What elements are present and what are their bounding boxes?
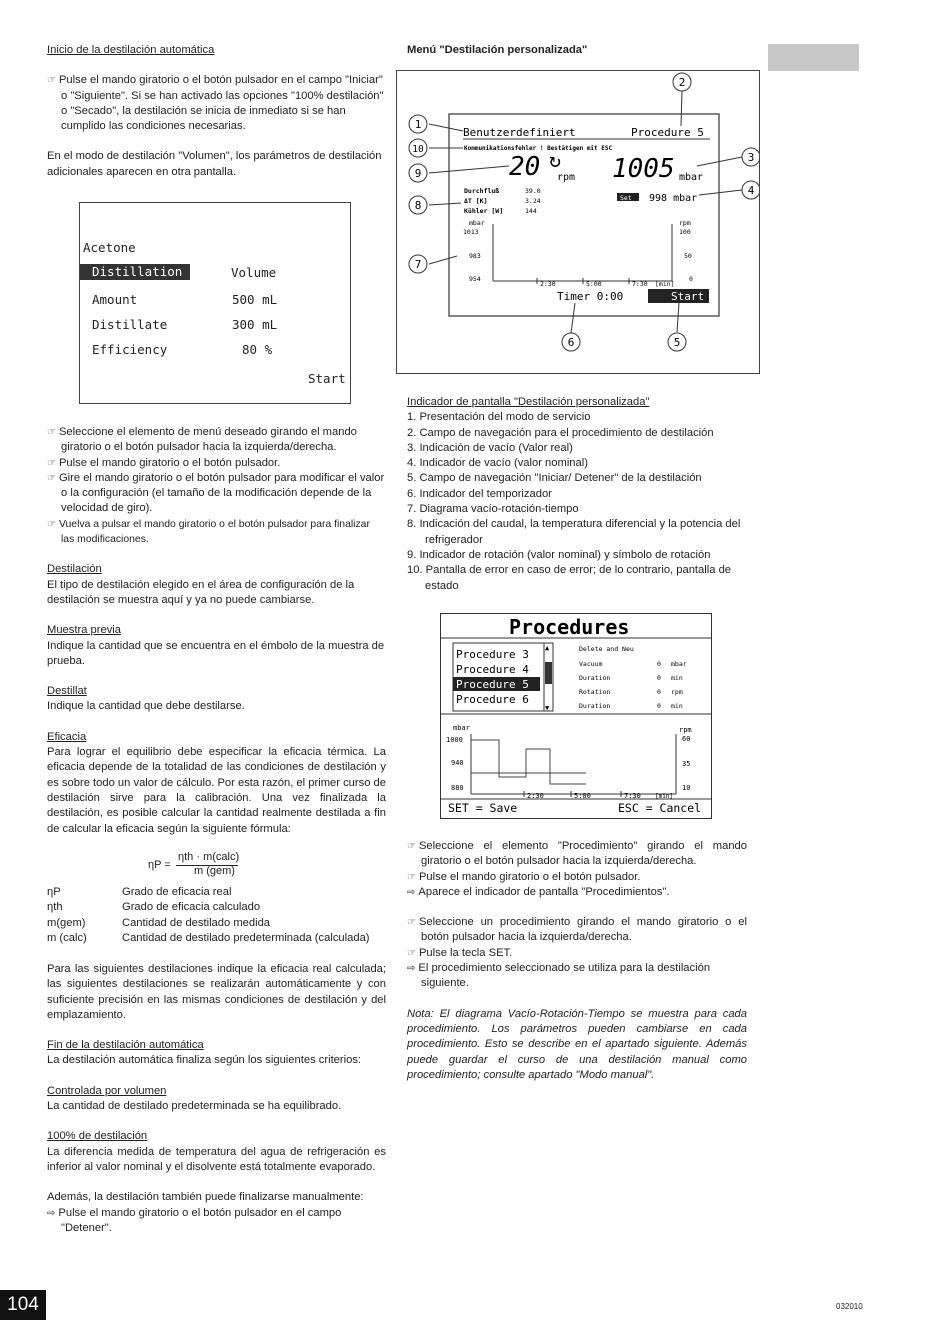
- flow-value: 39.0: [525, 187, 541, 195]
- text-volumen: La cantidad de destilado predeterminada se ha equilibrado.: [47, 1100, 342, 1113]
- cooler-value: 144: [525, 207, 537, 215]
- x-tick-label: 7:30: [624, 792, 641, 800]
- callout-line-6: [571, 303, 575, 333]
- delete-new-label: Delete and Neu: [579, 645, 634, 653]
- rotation-unit: rpm: [557, 172, 576, 183]
- step-choose-procedure: ☞ Seleccione un procedimiento girando el mando giratorio o el botón pulsador hacia la izquierda/derecha.: [407, 915, 747, 946]
- param-label: Duration: [579, 674, 611, 682]
- paragraph-volume-mode: En el modo de destilación "Volumen", los parámetros de destilación adicionales aparecen en otra pantalla.: [47, 150, 382, 178]
- formula-denominator: m (gem): [194, 865, 235, 877]
- param-value: 0: [657, 702, 661, 710]
- callout-number: 8: [414, 199, 422, 212]
- y-right-tick: 100: [679, 228, 691, 236]
- error-line: Kommunikationsfehler ! Bestätigen mit ESC: [464, 145, 613, 152]
- symbol-desc: Grado de eficacia calculado: [122, 901, 261, 914]
- heading-fin: Fin de la destilación automática: [47, 1039, 204, 1052]
- text-muestra: Indique la cantidad que se encuentra en el émbolo de la muestra de prueba.: [47, 639, 385, 667]
- heading-muestra: Muestra previa: [47, 624, 121, 637]
- heading-eficacia: Eficacia: [47, 730, 87, 743]
- text-cien: La diferencia medida de temperatura del agua de refrigeración es inferior al valor nominal y el disolvente está totalmente evaporado.: [47, 1145, 386, 1173]
- step-1: ☞ Seleccione el elemento de menú deseado girando el mando giratorio o el botón pulsador hacia la izquierda/derecha.: [47, 425, 386, 456]
- symbol-row: [47, 916, 387, 931]
- vacuum-unit: mbar: [679, 172, 704, 183]
- distillate-label: Distillate: [92, 317, 168, 332]
- procedures-screen: [440, 613, 712, 819]
- callout-line-8: [429, 203, 461, 205]
- symbol-table: [47, 885, 387, 946]
- amount-label: Amount: [92, 292, 138, 307]
- x-tick-label: 7:30: [632, 280, 648, 288]
- callout-line-5: [677, 303, 679, 332]
- param-label: Vacuum: [579, 660, 603, 668]
- callout-number: 6: [567, 336, 575, 349]
- distillate-value: 300 mL: [232, 317, 278, 332]
- efficiency-label: Efficiency: [92, 342, 168, 357]
- heading-indicador: Indicador de pantalla "Destilación personalizada": [407, 396, 650, 408]
- param-unit: mbar: [671, 660, 687, 668]
- x-tick-label: 2:30: [527, 792, 544, 800]
- symbol: m(gem): [47, 916, 86, 929]
- formula-numerator: ηth · m(calc): [178, 851, 240, 863]
- param-unit: min: [671, 674, 683, 682]
- callout-number: 4: [747, 184, 755, 197]
- text-fin: La destilación automática finaliza según los siguientes criterios:: [47, 1054, 362, 1067]
- symbol-row: [47, 931, 387, 946]
- rotation-symbol-icon: ↻: [549, 148, 562, 172]
- procedure-item-selected: Procedure 5: [456, 678, 529, 691]
- y-right-unit: rpm: [679, 219, 691, 227]
- legend-item: 3. Indicación de vacío (Valor real): [407, 441, 573, 454]
- y-left-unit: mbar: [469, 219, 485, 227]
- figure-svg: [397, 71, 759, 373]
- mode-title: Benutzerdefiniert: [463, 126, 576, 139]
- set-label: Set: [620, 194, 632, 202]
- rotation-value: 20: [509, 152, 541, 182]
- param-value: 0: [657, 688, 661, 696]
- step-press: ☞ Pulse el mando giratorio o el botón pulsador.: [407, 870, 747, 885]
- y-right-unit: rpm: [679, 726, 692, 734]
- legend-item: 6. Indicador del temporizador: [407, 487, 552, 500]
- callout-number: 10: [412, 144, 424, 155]
- text-eficacia: Para lograr el equilibrio debe especificar la eficacia térmica. La eficacia depende de la totalidad de las condiciones de destilación y es sobre todo un valor de cálculo. Por esta razón, el primer curso de destilación sirve para la calibración. Una vez finalizada la destilación, es posible calcular la cantidad realmente destilada a fin de calcular la eficacia según la siguiente fórmula:: [47, 746, 386, 835]
- step-4: ☞ Vuelva a pulsar el mando giratorio o el botón pulsador para finalizar las modificaciones.: [47, 517, 386, 548]
- heading-destilacion: Destilación: [47, 563, 102, 576]
- symbol: m (calc): [47, 931, 87, 944]
- x-tick-label: 2:30: [540, 280, 556, 288]
- step-select-procedure: ☞ Seleccione el elemento "Procedimiento" girando el mando giratorio o el botón pulsador hacia la izquierda/derecha.: [407, 839, 747, 870]
- text-destillat: Indique la cantidad que debe destilarse.: [47, 700, 245, 713]
- start-button[interactable]: Start: [308, 371, 346, 386]
- procedure-title: Procedure 5: [631, 126, 704, 139]
- legend-item: 7. Diagrama vacío-rotación-tiempo: [407, 503, 579, 516]
- param-unit: min: [671, 702, 683, 710]
- param-label: Duration: [579, 702, 611, 710]
- text-siguientes: Para las siguientes destilaciones indique la eficacia real calculada; las siguientes destilaciones se realizarán automáticamente y con suficiente precisión en las mismas condiciones de destilación y del emplazamiento.: [47, 963, 386, 1021]
- note-paragraph: Nota: El diagrama Vacío-Rotación-Tiempo se muestra para cada procedimiento. Los parámetros pueden cambiarse en cada procedimiento. Esto se describe en el apartado siguiente. Además puede guardar el curso de una destilación manual como procedimiento; consulte apartado "Modo manual".: [407, 1007, 747, 1081]
- document-id: 032010: [836, 1302, 863, 1311]
- dt-value: 3.24: [525, 197, 541, 205]
- result-procedure-used: ⇨ El procedimiento seleccionado se utiliza para la destilación siguiente.: [407, 961, 747, 992]
- heading-destillat: Destillat: [47, 685, 87, 698]
- callout-number: 9: [414, 167, 422, 180]
- heading-volumen: Controlada por volumen: [47, 1084, 167, 1097]
- flow-label: Durchfluß: [464, 187, 500, 195]
- param-value: 0: [657, 660, 661, 668]
- y-right-tick: 0: [689, 275, 693, 283]
- y-left-tick: 983: [469, 252, 481, 260]
- legend-item: 1. Presentación del modo de servicio: [407, 411, 591, 424]
- step-2: ☞ Pulse el mando giratorio o el botón pulsador.: [47, 456, 386, 471]
- param-label: Rotation: [579, 688, 611, 696]
- callout-number: 1: [414, 118, 422, 131]
- legend-item: 8. Indicación del caudal, la temperatura diferencial y la potencia del refrigerador: [407, 518, 741, 546]
- text-destilacion: El tipo de destilación elegido en el área de configuración de la destilación se muestra aquí y ya no puede cambiarse.: [47, 578, 355, 606]
- legend-item: 5. Campo de navegación "Iniciar/ Detener" de la destilación: [407, 472, 702, 485]
- dt-label: ΔT [K]: [464, 197, 488, 205]
- param-value: 0: [657, 674, 661, 682]
- legend-item: 4. Indicador de vacío (valor nominal): [407, 457, 588, 470]
- y-left-tick: 954: [469, 275, 481, 283]
- right-list-block: [407, 395, 752, 594]
- right-steps-block: [407, 839, 747, 1083]
- y-left-tick: 940: [451, 759, 464, 767]
- y-left-tick: 1000: [446, 736, 463, 744]
- callout-number: 7: [414, 258, 422, 271]
- set-save-hint: SET = Save: [448, 801, 518, 815]
- y-right-tick: 35: [682, 760, 691, 768]
- formula-lhs: ηP =: [148, 859, 171, 871]
- callout-number: 2: [678, 76, 686, 89]
- callout-line-4: [699, 190, 742, 195]
- start-label: Start: [671, 290, 705, 303]
- procedure-item: Procedure 4: [456, 663, 529, 676]
- page-number: 104: [0, 1290, 46, 1320]
- timer-display: Timer 0:00: [557, 290, 624, 303]
- esc-cancel-hint: ESC = Cancel: [618, 801, 702, 815]
- scroll-down-icon: ▼: [545, 704, 550, 712]
- volume-screen: [79, 202, 351, 404]
- amount-value: 500 mL: [232, 292, 278, 307]
- heading-cien: 100% de destilación: [47, 1130, 148, 1143]
- result-procedures-shown: ⇨ Aparece el indicador de pantalla "Procedimientos".: [407, 885, 747, 900]
- chapter-tab: [768, 44, 859, 71]
- callout-line-9: [429, 166, 509, 173]
- text-ademas: Además, la destilación también puede finalizarse manualmente:: [47, 1191, 364, 1204]
- x-tick-label: 5:00: [574, 792, 591, 800]
- symbol-row: [47, 885, 387, 900]
- legend-item: 10. Pantalla de error en caso de error; de lo contrario, pantalla de estado: [407, 564, 732, 592]
- x-unit: [min]: [655, 793, 674, 800]
- procedure-item: Procedure 3: [456, 648, 529, 661]
- symbol-row: [47, 900, 387, 915]
- distillation-value: Volume: [231, 265, 277, 280]
- cooler-label: Kühler [W]: [464, 207, 504, 215]
- step-3: ☞ Gire el mando giratorio o el botón pulsador para modificar el valor o la configuración (el tamaño de la modificación depende de la velocidad de giro).: [47, 471, 386, 517]
- callout-line-2: [681, 90, 682, 126]
- screen-title: Acetone: [83, 240, 136, 255]
- y-right-tick: 10: [682, 784, 691, 792]
- symbol-desc: Cantidad de destilado medida: [122, 916, 271, 929]
- symbol-desc: Cantidad de destilado predeterminada (calculada): [122, 931, 370, 944]
- vacuum-profile-line: [471, 740, 586, 784]
- left-column-2: [47, 425, 386, 837]
- scroll-up-icon: ▲: [545, 644, 550, 652]
- procedures-title: Procedures: [509, 615, 630, 639]
- symbol-desc: Grado de eficacia real: [122, 886, 232, 898]
- x-tick-label: 5:00: [586, 280, 602, 288]
- symbol: ηP: [47, 886, 61, 898]
- x-unit: [min]: [655, 280, 675, 288]
- step-start: ☞ Pulse el mando giratorio o el botón pulsador en el campo "Iniciar" o "Siguiente". Si se han activado las opciones "100% destilación" o "Secado", la destilación se inicia de inmediato si se han cumplido las condiciones necesarias.: [47, 73, 386, 134]
- callout-number: 3: [747, 151, 755, 164]
- y-right-tick: 60: [682, 735, 691, 743]
- y-left-tick: 1013: [463, 228, 479, 236]
- vacuum-value: 1005: [612, 154, 675, 184]
- procedure-item: Procedure 6: [456, 693, 529, 706]
- menu-heading: Menú "Destilación personalizada": [407, 44, 588, 56]
- step-press-set: ☞ Pulse la tecla SET.: [407, 946, 747, 961]
- param-unit: rpm: [671, 688, 683, 696]
- callout-line-1: [429, 124, 463, 131]
- procedures-svg: [441, 614, 711, 818]
- left-column-3: [47, 962, 386, 1236]
- callout-line-7: [429, 256, 457, 264]
- symbol: ηth: [47, 901, 63, 914]
- set-value: 998 mbar: [649, 193, 698, 204]
- y-right-tick: 50: [684, 252, 692, 260]
- step-detener: ⇨ Pulse el mando giratorio o el botón pulsador en el campo "Detener".: [47, 1206, 386, 1237]
- scrollbar-thumb: [545, 662, 552, 684]
- legend-item: 9. Indicador de rotación (valor nominal) y símbolo de rotación: [407, 548, 711, 561]
- custom-distillation-figure: [396, 70, 760, 374]
- heading-start: Inicio de la destilación automática: [47, 44, 215, 56]
- callout-number: 5: [673, 336, 681, 349]
- efficiency-value: 80 %: [242, 342, 273, 357]
- left-column: [47, 43, 386, 180]
- y-left-unit: mbar: [453, 724, 470, 732]
- distillation-label: Distillation :: [80, 264, 190, 280]
- legend-item: 2. Campo de navegación para el procedimiento de destilación: [407, 426, 714, 439]
- y-left-tick: 880: [451, 784, 464, 792]
